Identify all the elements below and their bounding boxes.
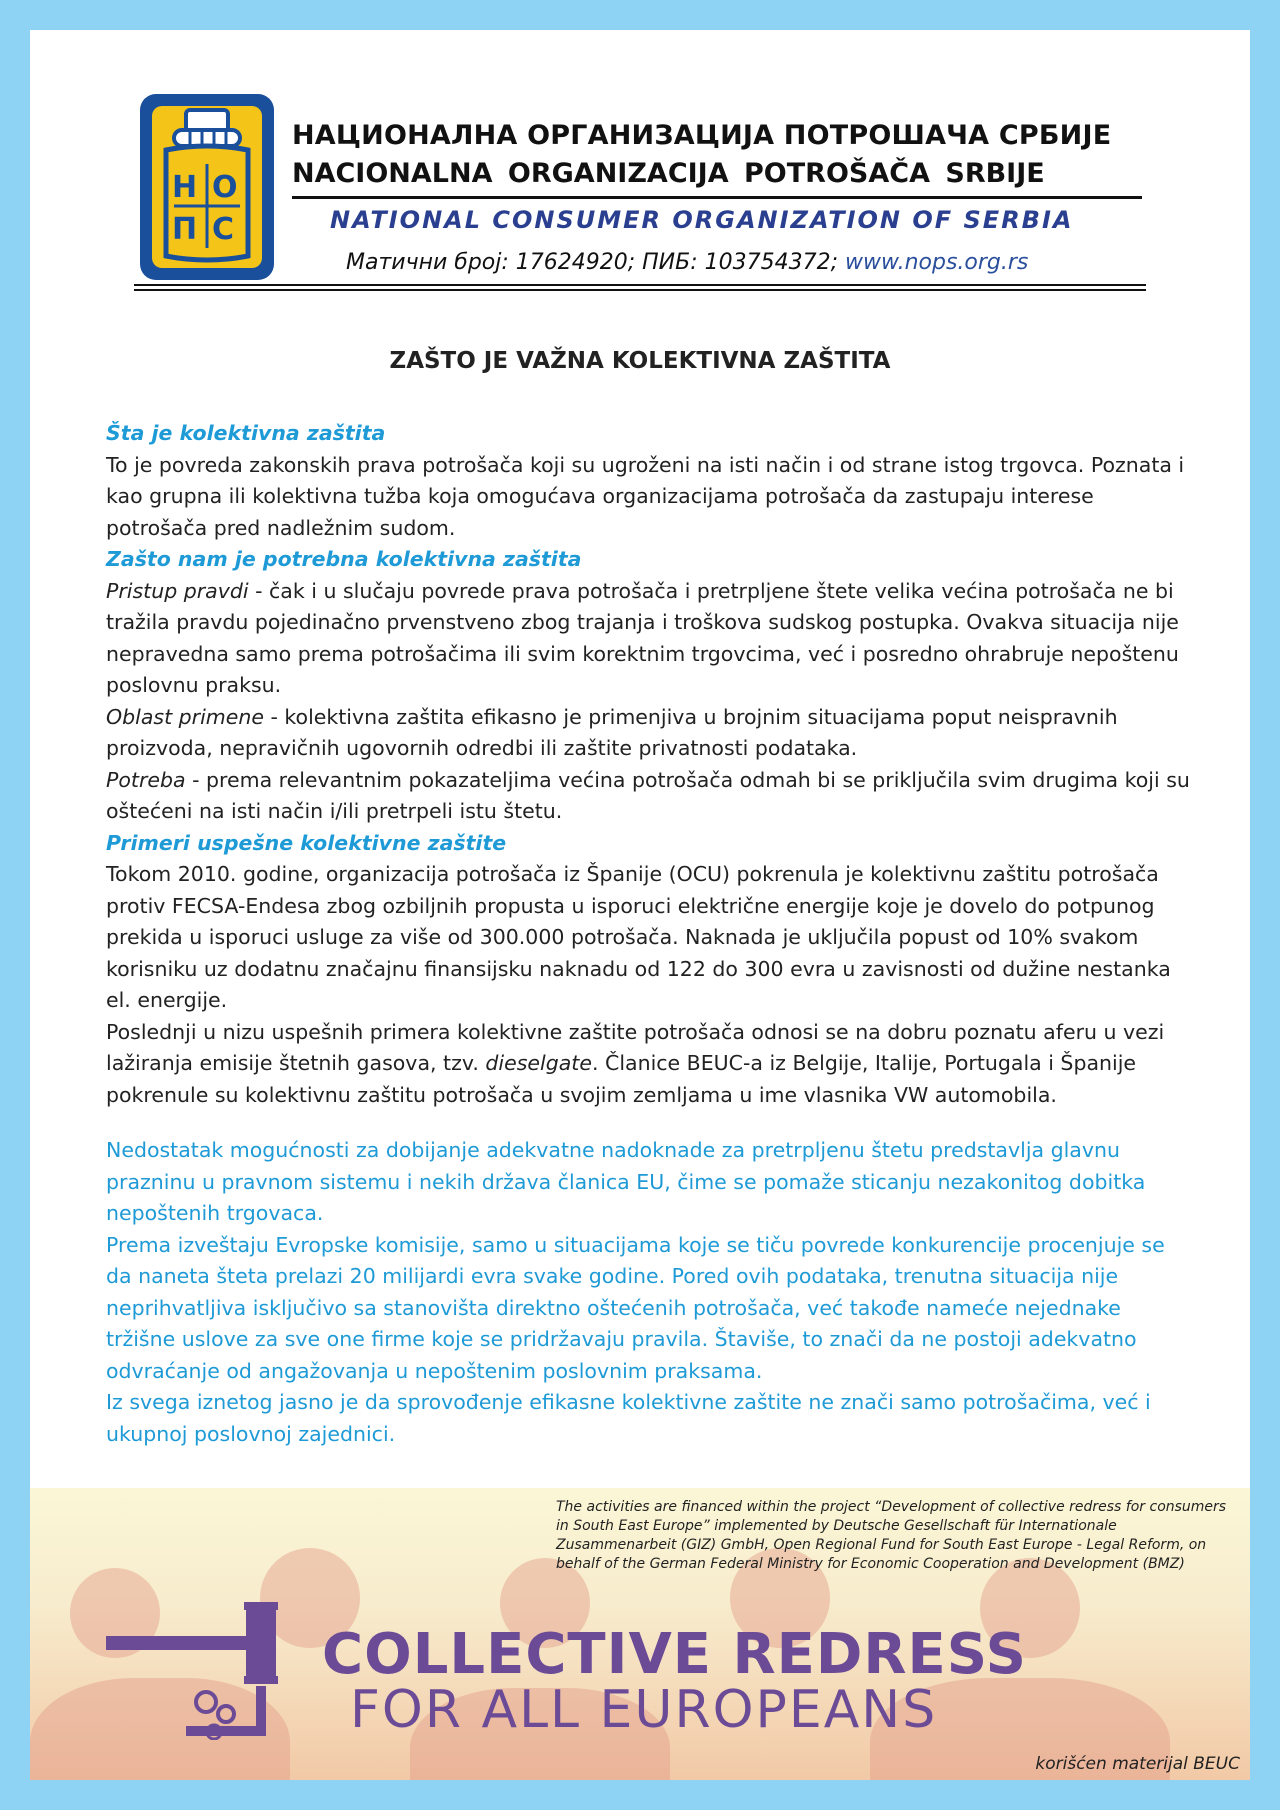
page-title: ZAŠTO JE VAŽNA KOLEKTIVNA ZAŠTITA	[389, 348, 891, 374]
material-credit: korišćen materijal BEUC	[1035, 1754, 1240, 1774]
highlight-paragraph-3: Iz svega iznetog jasno je da sprovođenje efikasne kolektivne zaštite ne znači samo potrošačima, već i ukupnoj poslovnoj zajednici.	[106, 1390, 1151, 1446]
text-need: - prema relevantnim pokazateljima većina potrošača odmah bi se priključila svim drugima koji su oštećeni na isti način i/ili pretrpeli istu štetu.	[106, 767, 1190, 823]
header-rule-bottom	[134, 289, 1146, 291]
text-dieselgate-b: . Članice BEUC-a iz Belgije, Italije, Portugala i Španije pokrenule su kolektivnu zaštitu potrošača u svojim zemljama u ime vlasnika VW automobila.	[106, 1051, 1137, 1107]
paragraph-scope	[106, 702, 1196, 765]
org-name-cyrillic: НАЦИОНАЛНА ОРГАНИЗАЦИЈА ПОТРОШАЧА СРБИЈЕ	[292, 120, 1112, 151]
campaign-title-line1: COLLECTIVE REDRESS	[322, 1622, 1027, 1687]
campaign-title-line2: FOR ALL EUROPEANS	[350, 1680, 938, 1740]
logo-letter-o: О	[212, 170, 238, 205]
text-access-to-justice: - čak i u slučaju povrede prava potrošača i pretrpljene štete velika većina potrošača ne bi tražila pravdu pojedinačno prvenstveno zbog trajanja i troškova sudskog postupka. Ovakva situacija nije nepravedna samo prema potrošačima ili svim korektnim trgovcima, već i posredno ohrabruje nepoštenu poslovnu praksu.	[106, 578, 1179, 697]
term-access-to-justice: Pristup pravdi	[106, 578, 249, 603]
funding-note: The activities are financed within the project “Development of collective redress for consumers in South East Europe” implemented by Deutsche Gesellschaft für Internationale Zusammenarbeit (GIZ) GmbH, Open Regional Fund for South East Europe - Legal Reform, on behalf of the German Federal Ministry for Economic Cooperation and Development (BMZ)	[556, 1499, 1227, 1572]
gavel-euro-icon	[106, 1600, 316, 1740]
campaign-banner	[30, 1488, 1250, 1780]
header-rule-top	[134, 284, 1146, 286]
header-divider	[292, 196, 1142, 199]
paragraph-access-to-justice	[106, 576, 1196, 702]
website-link[interactable]: www.nops.org.rs	[845, 250, 1029, 275]
section-heading-examples: Primeri uspešne kolektivne zaštite	[106, 830, 507, 855]
logo-letter-s: С	[212, 212, 235, 247]
article-body	[106, 418, 1196, 1450]
paragraph-dieselgate-example	[106, 1017, 1196, 1112]
highlight-paragraph-2: Prema izveštaju Evropske komisije, samo u situacijama koje se tiču povrede konkurencije procenjuje se da naneta šteta prelazi 20 milijardi evra svake godine. Pored ovih podataka, trenutna situacija nije neprihvatljiva isključivo sa stanovišta direktno oštećenih potrošača, već takođe nameće nejednake tržišne uslove za sve one firme koje se pridržavaju pravila. Štaviše, to znači da ne postoji adekvatno odvraćanje od angažovanja u nepoštenim poslovnim praksama.	[106, 1232, 1165, 1383]
logo-letter-p: П	[172, 212, 198, 247]
org-name-english: NATIONAL CONSUMER ORGANIZATION OF SERBIA	[330, 206, 1074, 234]
section-spacer	[106, 1111, 1196, 1135]
paragraph-ocu-example: Tokom 2010. godine, organizacija potrošača iz Španije (OCU) pokrenula je kolektivnu zaštitu potrošača protiv FECSA-Endesa zbog ozbiljnih propusta u isporuci električne energije koje je dovelo do potpunog prekida u isporuci usluge za više od 300.000 potrošača. Naknada je uključila popust od 10% svakom korisniku uz dodatnu značajnu finansijsku naknadu od 122 do 300 evra u zavisnosti od dužine nestanka el. energije.	[106, 862, 1171, 1012]
registration-numbers: Матични број: 17624920; ПИБ: 103754372;	[346, 250, 846, 275]
section-heading-what: Šta je kolektivna zaštita	[106, 421, 386, 445]
section-text-what: To je povreda zakonskih prava potrošača koji su ugroženi na isti način i od strane istog trgovca. Poznata i kao grupna ili kolektivna tužba koja omogućava organizacijama potrošača da zastupaju interese potrošača pred nadležnim sudom.	[106, 452, 1185, 540]
highlight-paragraph-1: Nedostatak mogućnosti za dobijanje adekvatne nadoknade za pretrpljenu štetu predstavlja glavnu prazninu u pravnom sistemu i nekih država članica EU, čime se pomaže sticanju nezakonitog dobitka nepoštenih trgovaca.	[106, 1138, 1146, 1225]
logo-letter-n: Н	[172, 170, 198, 205]
term-dieselgate: dieselgate	[485, 1051, 592, 1075]
term-scope: Oblast primene	[106, 704, 264, 729]
text-scope: - kolektivna zaštita efikasno je primenjiva u brojnim situacijama poput neispravnih proizvoda, nepravičnih ugovornih odredbi ili zaštite privatnosti podataka.	[106, 704, 1118, 760]
poster-sheet	[30, 30, 1250, 1780]
section-heading-why: Zašto nam je potrebna kolektivna zaštita	[106, 547, 582, 571]
nops-logo	[140, 94, 274, 280]
org-name-latin: NACIONALNA ORGANIZACIJA POTROŠAČA SRBIJE	[292, 158, 1045, 189]
registration-line	[346, 250, 1028, 275]
logo-mark	[152, 106, 262, 268]
text-dieselgate-a: Poslednji u nizu uspešnih primera kolektivne zaštite potrošača odnosi se na dobru poznatu aferu u vezi lažiranja emisije štetnih gasova, tzv.	[106, 1019, 1165, 1075]
paragraph-need	[106, 765, 1196, 828]
term-need: Potreba	[106, 767, 186, 792]
